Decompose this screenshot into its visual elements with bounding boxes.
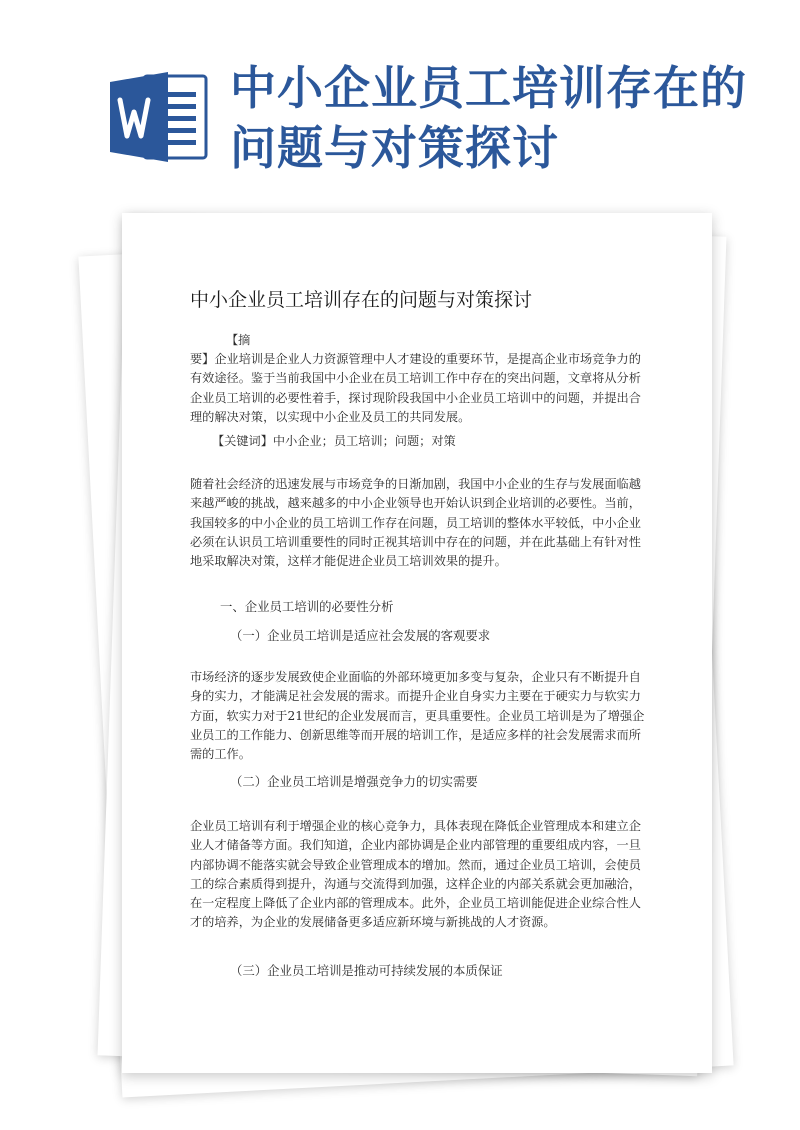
page-title: 中小企业员工培训存在的问题与对策探讨 xyxy=(230,61,747,175)
header-banner xyxy=(0,0,800,220)
intro-paragraph: 随着社会经济的迅速发展与市场竞争的日渐加剧，我国中小企业的生存与发展面临越来越严峻的挑战，越来越多的中小企业领导也开始认识到企业培训的必要性。当前，我国较多的中小企业的员工培训工作存在问题，员工培训的整体水平较低，中小企业必须在认识员工培训重要性的同时正视其培训中存在的问题，并在此基础上有针对性地采取解决对策，这样才能促进企业员工培训效果的提升。 xyxy=(190,477,641,569)
subsection-heading-1-1: （一）企业员工培训是适应社会发展的客观要求 xyxy=(230,628,491,643)
subsection-heading-1-3: （三）企业员工培训是推动可持续发展的本质保证 xyxy=(230,963,503,978)
keywords: 【关键词】中小企业；员工培训；问题；对策 xyxy=(212,434,456,448)
document-page xyxy=(122,213,712,1073)
section-heading-1: 一、企业员工培训的必要性分析 xyxy=(220,599,394,614)
abstract-text: 要】企业培训是企业人力资源管理中人才建设的重要环节，是提高企业市场竞争力的有效途径。鉴于当前我国中小企业在员工培训工作中存在的突出问题，文章将从分析企业员工培训的必要性着手，探讨现阶段我国中小企业员工培训中的问题，并提出合理的解决对策，以实现中小企业及员工的共同发展。 xyxy=(190,352,641,424)
word-document-icon xyxy=(110,70,210,164)
document-title: 中小企业员工培训存在的问题与对策探讨 xyxy=(190,289,533,311)
abstract-label: 【摘 xyxy=(226,333,251,347)
paragraph-2: 企业员工培训有利于增强企业的核心竞争力，具体表现在降低企业管理成本和建立企业人才储备等方面。我们知道，企业内部协调是企业内部管理的重要组成内容，一旦内部协调不能落实就会导致企业管理成本的增加。然而，通过企业员工培训，会使员工的综合素质得到提升，沟通与交流得到加强，这样企业的内部关系就会更加融洽，在一定程度上降低了企业内部的管理成本。此外，企业员工培训能促进企业综合性人才的培养，为企业的发展储备更多适应新环境与新挑战的人才资源。 xyxy=(190,819,641,930)
paragraph-1: 市场经济的逐步发展致使企业面临的外部环境更加多变与复杂，企业只有不断提升自身的实力，才能满足社会发展的需求。而提升企业自身实力主要在于硬实力与软实力方面，软实力对于21世纪的企业发展而言，更具重要性。企业员工培训是为了增强企业员工的工作能力、创新思维等而开展的培训工作，是适应多样的社会发展需求而所需的工作。 xyxy=(190,670,645,762)
subsection-heading-1-2: （二）企业员工培训是增强竞争力的切实需要 xyxy=(230,774,478,789)
